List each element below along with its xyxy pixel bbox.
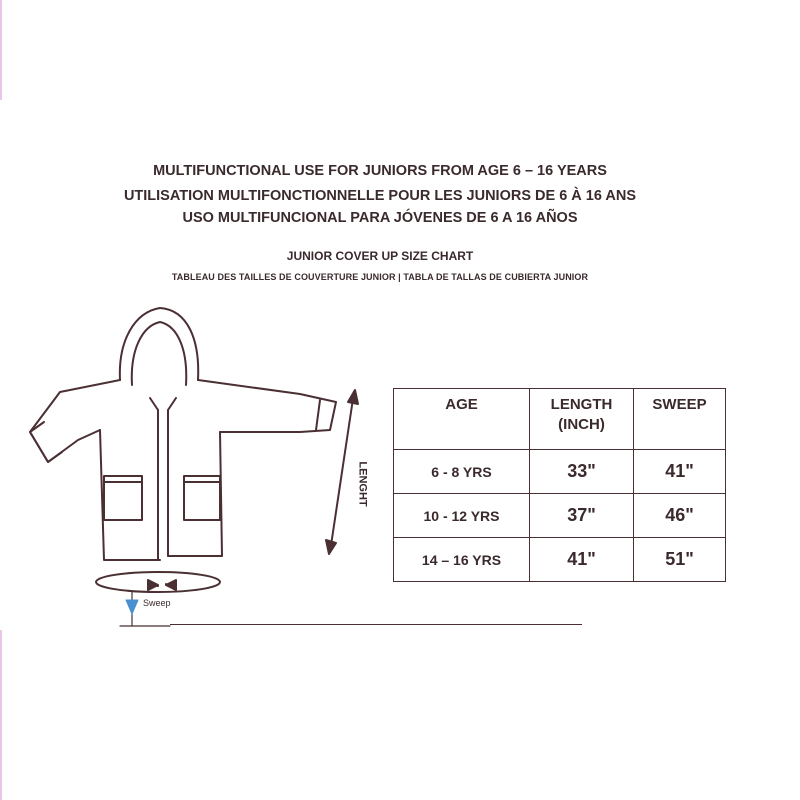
- length-label: LENGHT: [356, 461, 369, 507]
- length-cell: 41": [530, 538, 634, 582]
- age-cell: 10 - 12 YRS: [394, 494, 530, 538]
- heading-spanish: USO MULTIFUNCIONAL PARA JÓVENES DE 6 A 16 AÑOS: [182, 210, 578, 226]
- header-age: AGE: [394, 389, 530, 450]
- cover-up-illustration: [0, 290, 390, 630]
- header-length-line1: LENGTH: [550, 396, 613, 413]
- body-right-side: [168, 432, 222, 556]
- header-length: [530, 389, 634, 450]
- header-length-line2: (INCH): [558, 415, 605, 433]
- heading-english: MULTIFUNCTIONAL USE FOR JUNIORS FROM AGE 6 – 16 YEARS: [153, 163, 607, 179]
- heading-french: UTILISATION MULTIFONCTIONNELLE POUR LES JUNIORS DE 6 À 16 ANS: [123, 188, 637, 204]
- left-sleeve: [30, 380, 120, 462]
- sweep-ellipse: [96, 572, 220, 592]
- sweep-label: Sweep: [143, 598, 171, 608]
- table-header-row: [394, 389, 726, 450]
- table-row: [394, 450, 726, 494]
- edge-strip: [0, 0, 2, 100]
- size-chart-subtitle: TABLEAU DES TAILLES DE COUVERTURE JUNIOR | TABLA DE TALLAS DE CUBIERTA JUNIOR: [171, 272, 589, 282]
- length-cell: 37": [530, 494, 634, 538]
- body-left-side: [100, 430, 160, 560]
- edge-strip: [0, 630, 2, 800]
- left-cuff: [30, 422, 62, 462]
- right-cuff: [316, 400, 320, 430]
- hood-inner-outline: [132, 322, 186, 385]
- sweep-marker-icon: [126, 600, 138, 614]
- age-cell: 6 - 8 YRS: [394, 450, 530, 494]
- sweep-cell: 41": [634, 450, 726, 494]
- sweep-cell: 51": [634, 538, 726, 582]
- table-row: [394, 538, 726, 582]
- divider-line: [170, 624, 582, 625]
- size-chart-title: JUNIOR COVER UP SIZE CHART: [286, 249, 474, 263]
- table-row: [394, 494, 726, 538]
- size-table: [393, 388, 726, 582]
- age-cell: 14 – 16 YRS: [394, 538, 530, 582]
- sweep-cell: 46": [634, 494, 726, 538]
- right-sleeve: [198, 380, 336, 432]
- length-cell: 33": [530, 450, 634, 494]
- header-sweep: SWEEP: [634, 389, 726, 450]
